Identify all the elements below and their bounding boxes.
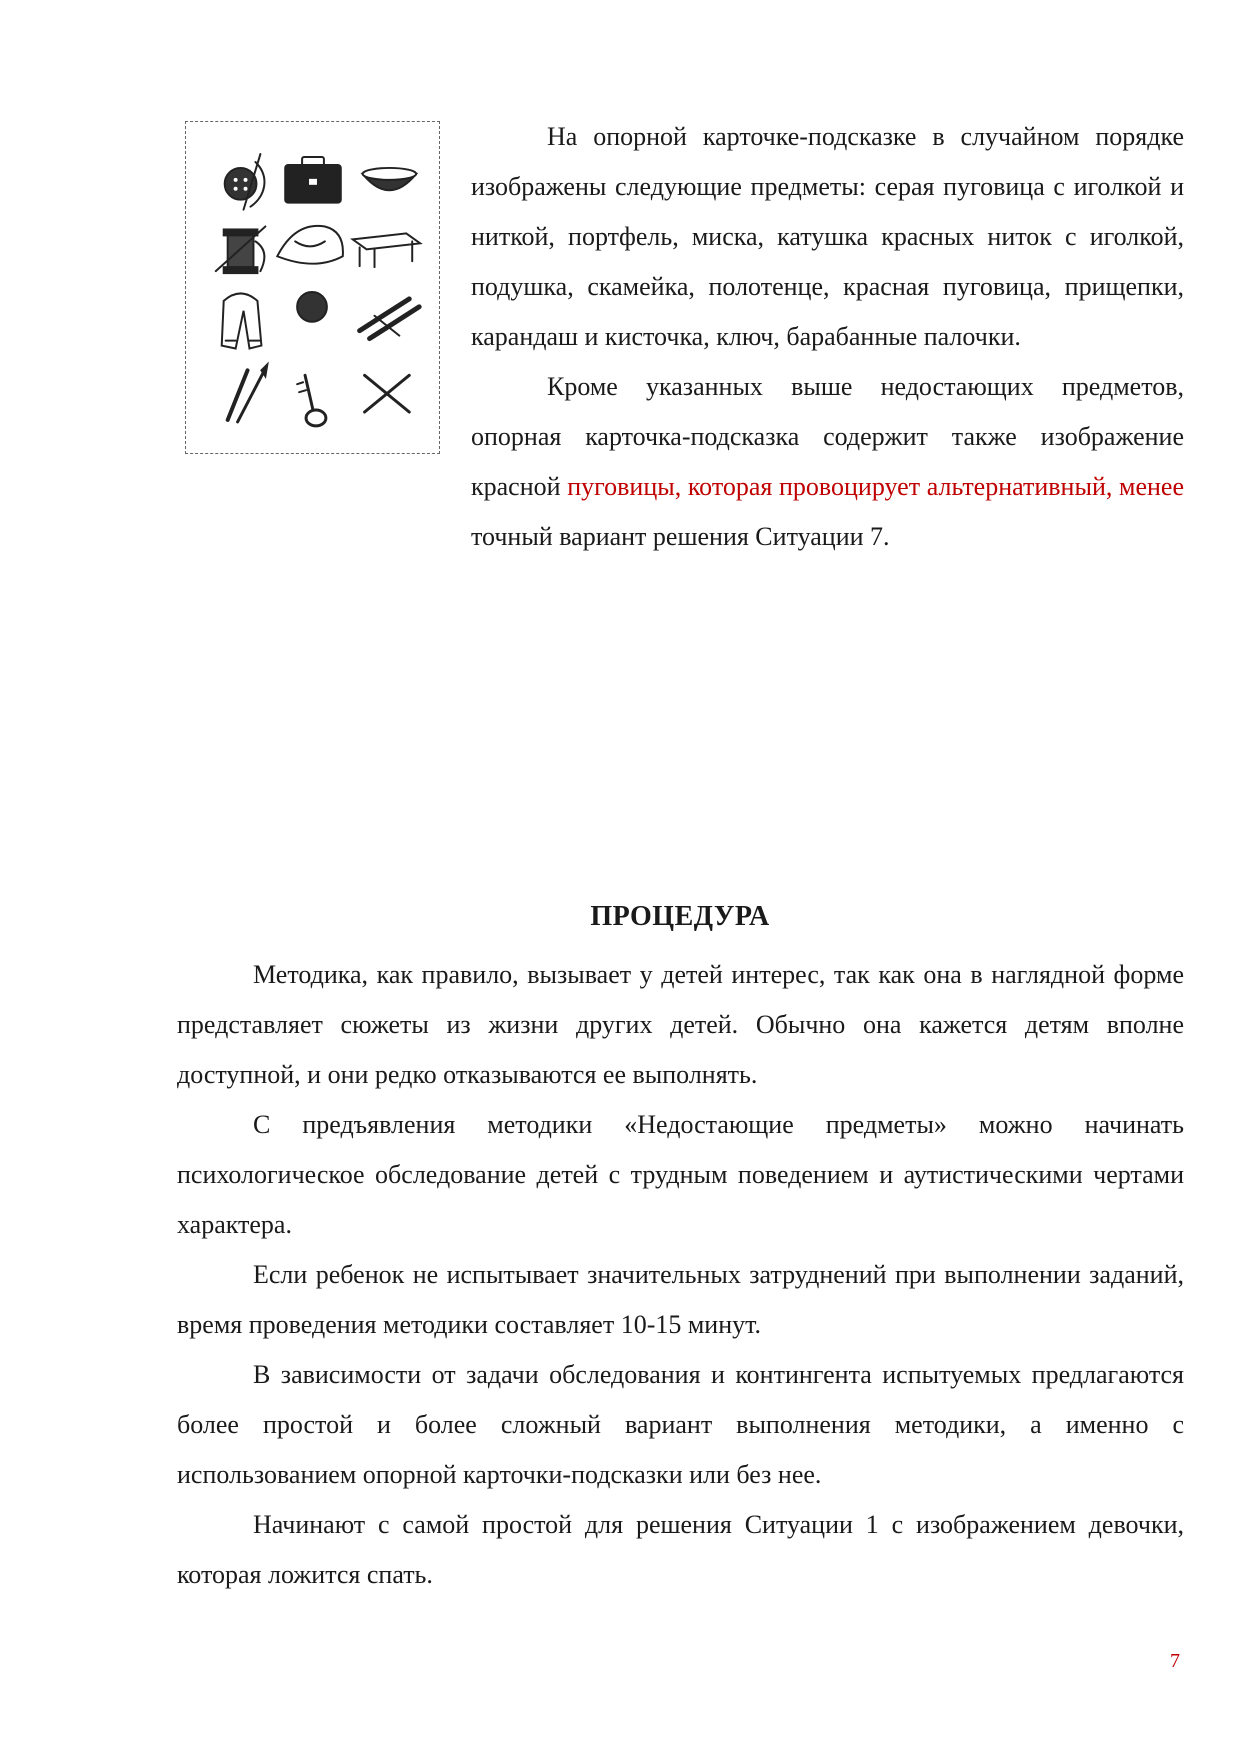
bench-icon [353,233,420,267]
red-button-icon [297,292,327,322]
drumsticks-icon [365,375,410,412]
side-paragraph-2-end: точный вариант решения Ситуации 7. [471,522,890,551]
pillow-icon [277,226,343,264]
bowl-icon [363,168,417,190]
clothespins-icon [360,299,420,339]
thread-spool-icon [216,226,266,273]
reference-card-figure [185,121,440,454]
page-number: 7 [1170,1650,1180,1672]
button-with-needle-icon [225,154,265,210]
section-heading: ПРОЦЕДУРА [590,901,770,932]
briefcase-icon [285,157,341,203]
side-text-block [471,112,1184,562]
main-paragraph-4: В зависимости от задачи обследования и контингента испытуемых предлагаются более простой и более сложный вариант выполнения методики, а именно с использованием опорной карточки-подсказки или без нее. [177,1360,1184,1489]
main-paragraph-5: Начинают с самой простой для решения Ситуации 1 с изображением девочки, которая ложится спать. [177,1510,1184,1589]
main-paragraph-2: С предъявления методики «Недостающие предметы» можно начинать психологическое обследование детей с трудным поведением и аутистическими чертами характера. [177,1110,1184,1239]
main-paragraph-1: Методика, как правило, вызывает у детей интерес, так как она в наглядной форме представляет сюжеты из жизни других детей. Обычно она кажется детям вполне доступной, и они редко отказываются ее выполнять. [177,960,1184,1089]
main-text-block [177,950,1184,1600]
main-paragraph-3: Если ребенок не испытывает значительных затруднений при выполнении заданий, время проведения методики составляет 10-15 минут. [177,1260,1184,1339]
pencil-and-brush-icon [228,364,268,422]
side-paragraph-2-start: Кроме указанных выше недостающих предметов, опорная карточка-подсказка содержит также изображение красной [471,372,1184,501]
side-paragraph-2-highlight: пуговицы, которая провоцирует альтернативный, менее [567,472,1184,501]
side-paragraph-1: На опорной карточке-подсказке в случайном порядке изображены следующие предметы: серая пуговица с иголкой и ниткой, портфель, миска, катушка красных ниток с иголкой, подушка, скамейка, полотенце, красная пуговица, прищепки, карандаш и кисточка, ключ, барабанные палочки. [471,122,1184,351]
towel-icon [222,293,262,348]
key-icon [297,375,326,426]
reference-card-illustration [186,122,439,453]
side-paragraph-2 [471,362,1184,562]
